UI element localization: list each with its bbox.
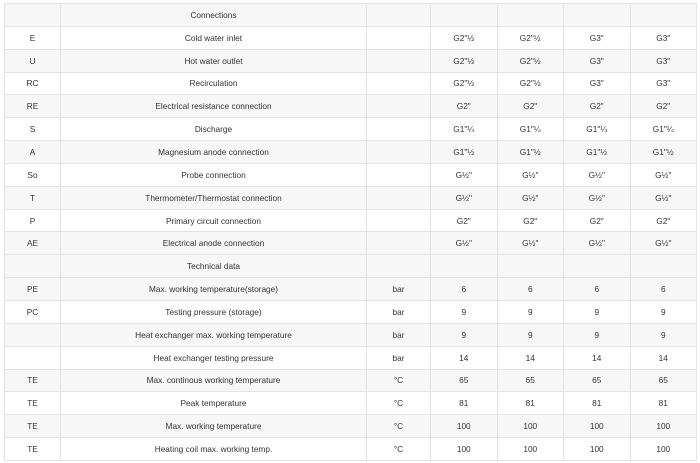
row-value: 14 [630,346,697,369]
row-value: 9 [497,323,564,346]
row-value: G½" [564,232,631,255]
section-code-cell [5,255,61,278]
section-empty-cell [564,4,631,27]
row-code: TE [5,392,61,415]
section-empty-cell [431,255,498,278]
section-empty-cell [367,4,431,27]
row-value: G½" [431,186,498,209]
row-value: 9 [630,323,697,346]
row-value: G2" [431,95,498,118]
row-value: 9 [431,323,498,346]
row-value: G1"½ [431,141,498,164]
section-code-cell [5,4,61,27]
section-title: Technical data [61,255,367,278]
row-value: G2" [564,209,631,232]
row-description: Max. working temperature [61,415,367,438]
row-value: 100 [564,415,631,438]
row-description: Cold water inlet [61,26,367,49]
row-value: 100 [497,438,564,461]
row-description: Testing pressure (storage) [61,300,367,323]
row-description: Heating coil max. working temp. [61,438,367,461]
row-code [5,323,61,346]
section-empty-cell [564,255,631,278]
row-code: U [5,49,61,72]
row-value: 100 [630,438,697,461]
row-value: G2"½ [497,72,564,95]
table-row [5,346,697,369]
row-value: G2" [564,95,631,118]
row-code: RC [5,72,61,95]
row-description: Peak temperature [61,392,367,415]
row-description: Electrical resistance connection [61,95,367,118]
table-row [5,26,697,49]
row-value: G3" [564,26,631,49]
section-empty-cell [431,4,498,27]
technical-spec-table [4,3,697,461]
table-row [5,118,697,141]
row-value: G3" [564,72,631,95]
row-value: G½" [431,163,498,186]
row-value: 6 [564,278,631,301]
row-unit [367,141,431,164]
row-code: PC [5,300,61,323]
row-value: 14 [431,346,498,369]
row-description: Magnesium anode connection [61,141,367,164]
row-unit: bar [367,323,431,346]
row-unit: °C [367,438,431,461]
row-value: G3" [630,49,697,72]
row-code: P [5,209,61,232]
row-description: Primary circuit connection [61,209,367,232]
row-value: G1"¼ [497,118,564,141]
row-value: G2"½ [497,26,564,49]
row-unit [367,26,431,49]
row-value: G2" [497,209,564,232]
row-value: G2"½ [431,72,498,95]
row-value: 100 [431,415,498,438]
row-unit: bar [367,346,431,369]
row-value: 81 [497,392,564,415]
row-value: G2" [497,95,564,118]
row-value: G½" [564,163,631,186]
table-row [5,300,697,323]
table-row [5,95,697,118]
row-value: G½" [630,232,697,255]
row-value: 100 [431,438,498,461]
table-row [5,49,697,72]
row-value: G3" [630,72,697,95]
row-value: G2" [630,209,697,232]
row-unit: °C [367,369,431,392]
table-row [5,186,697,209]
row-value: 9 [564,300,631,323]
row-value: 65 [497,369,564,392]
row-value: 81 [431,392,498,415]
row-unit [367,232,431,255]
row-unit [367,209,431,232]
row-value: 14 [564,346,631,369]
row-value: G2"½ [431,26,498,49]
row-value: 9 [630,300,697,323]
section-empty-cell [630,4,697,27]
row-code: AE [5,232,61,255]
row-unit [367,186,431,209]
table-row [5,209,697,232]
row-code: E [5,26,61,49]
row-value: G2"½ [431,49,498,72]
row-value: G½" [630,163,697,186]
row-value: 65 [630,369,697,392]
row-value: 9 [497,300,564,323]
row-code: T [5,186,61,209]
row-value: 9 [564,323,631,346]
section-empty-cell [367,255,431,278]
table-row [5,232,697,255]
row-code: So [5,163,61,186]
row-value: 9 [431,300,498,323]
section-empty-cell [497,255,564,278]
row-value: G1"½ [564,141,631,164]
row-value: G1"¼ [630,118,697,141]
row-value: 6 [431,278,498,301]
row-value: 65 [564,369,631,392]
row-value: G½" [431,232,498,255]
row-value: G1"½ [630,141,697,164]
row-value: 100 [497,415,564,438]
row-unit [367,49,431,72]
row-unit [367,72,431,95]
row-description: Thermometer/Thermostat connection [61,186,367,209]
row-value: G½" [630,186,697,209]
row-value: G1"½ [497,141,564,164]
row-code: PE [5,278,61,301]
row-unit: °C [367,392,431,415]
section-header-row [5,255,697,278]
section-header-row [5,4,697,27]
row-value: G3" [630,26,697,49]
row-value: 6 [630,278,697,301]
row-unit: °C [367,415,431,438]
row-value: G½" [497,186,564,209]
row-value: G½" [497,163,564,186]
row-code: RE [5,95,61,118]
row-value: 100 [630,415,697,438]
row-value: 81 [564,392,631,415]
table-row [5,438,697,461]
row-description: Heat exchanger testing pressure [61,346,367,369]
row-value: 65 [431,369,498,392]
row-code: S [5,118,61,141]
row-description: Hot water outlet [61,49,367,72]
row-description: Electrical anode connection [61,232,367,255]
row-value: 100 [564,438,631,461]
row-code: TE [5,438,61,461]
row-code: TE [5,369,61,392]
row-value: 14 [497,346,564,369]
table-row [5,141,697,164]
table-row [5,392,697,415]
section-empty-cell [630,255,697,278]
row-description: Max. working temperature(storage) [61,278,367,301]
row-value: 81 [630,392,697,415]
row-value: G1"¼ [564,118,631,141]
row-description: Max. continous working temperature [61,369,367,392]
section-empty-cell [497,4,564,27]
row-value: G1"¼ [431,118,498,141]
row-value: G2" [431,209,498,232]
table-row [5,415,697,438]
row-description: Probe connection [61,163,367,186]
row-value: G½" [497,232,564,255]
row-code: TE [5,415,61,438]
table-row [5,72,697,95]
row-unit [367,95,431,118]
row-value: G2"½ [497,49,564,72]
row-value: G2" [630,95,697,118]
row-value: 6 [497,278,564,301]
table-row [5,163,697,186]
row-code: A [5,141,61,164]
row-description: Recirculation [61,72,367,95]
table-row [5,323,697,346]
table-row [5,369,697,392]
row-value: G3" [564,49,631,72]
row-value: G½" [564,186,631,209]
row-unit: bar [367,278,431,301]
row-description: Heat exchanger max. working temperature [61,323,367,346]
table-row [5,278,697,301]
row-code [5,346,61,369]
row-unit [367,163,431,186]
row-description: Discharge [61,118,367,141]
row-unit [367,118,431,141]
section-title: Connections [61,4,367,27]
row-unit: bar [367,300,431,323]
